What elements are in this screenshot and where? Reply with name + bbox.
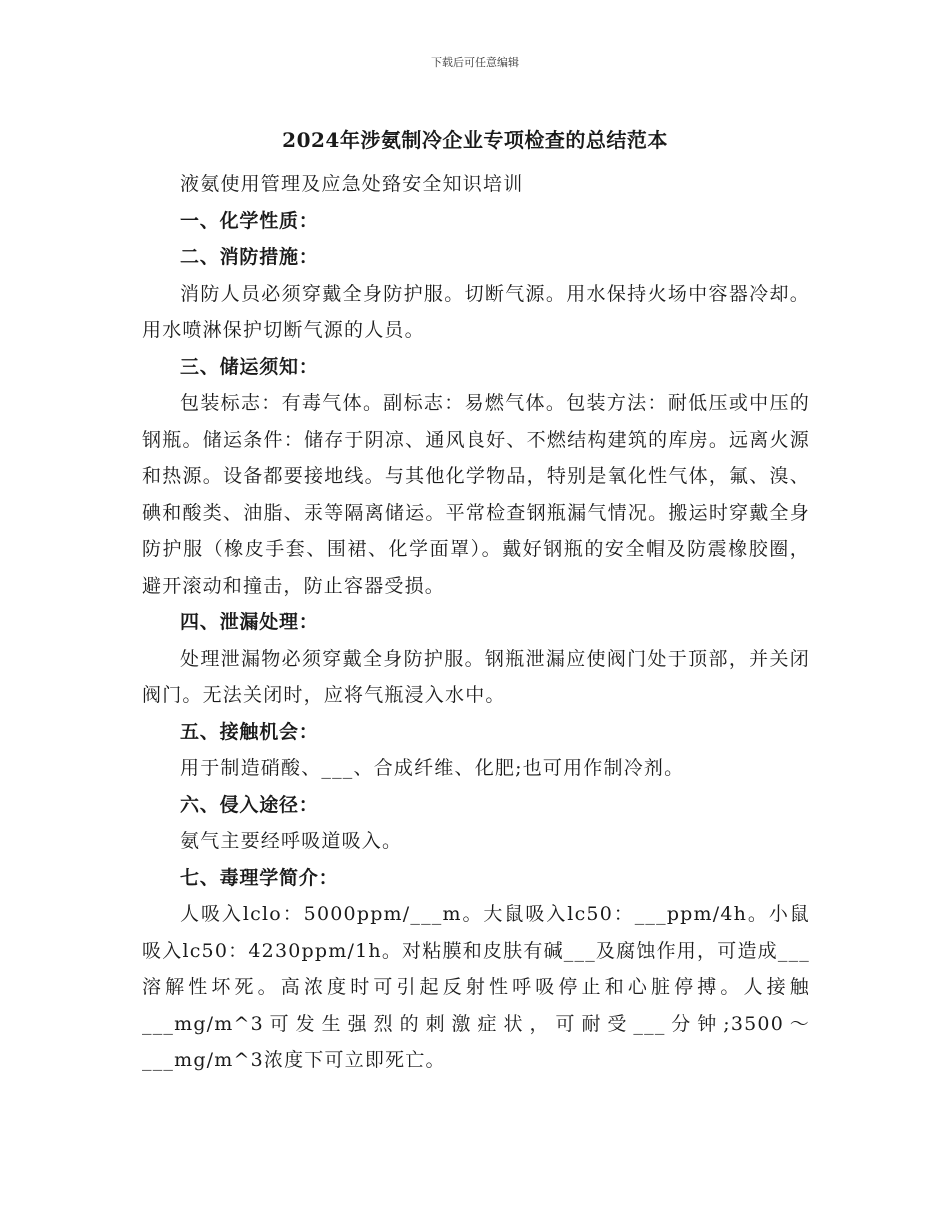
paragraph-storage: 包装标志：有毒气体。副标志：易燃气体。包装方法：耐低压或中压的钢瓶。储运条件：储存于阴凉、通风良好、不燃结构建筑的库房。远离火源和热源。设备都要接地线。与其他化学物品，特别是氧化性气体，氟、溴、碘和酸类、油脂、汞等隔离储运。平常检查钢瓶漏气情况。搬运时穿戴全身防护服（橡皮手套、围裙、化学面罩）。戴好钢瓶的安全帽及防震橡胶圈，避开滚动和撞击，防止容器受损。 — [142, 392, 810, 597]
section-heading-exposure: 五、接触机会： — [180, 720, 319, 743]
document-title: 2024年涉氨制冷企业专项检查的总结范本 — [282, 128, 668, 152]
section-heading-leak-handling: 四、泄漏处理： — [180, 611, 319, 633]
paragraph-exposure: 用于制造硝酸、___、合成纤维、化肥;也可用作制冷剂。 — [180, 757, 685, 779]
section-heading-chemical-properties: 一、化学性质： — [180, 209, 319, 232]
paragraph-toxicology: 人吸入lclo：5000ppm/___m。大鼠吸入lc50：___ppm/4h。小鼠吸入lc50：4230ppm/1h。对粘膜和皮肤有碱___及腐蚀作用，可造成___溶解性坏死。高浓度时可引起反射性呼吸停止和心脏停搏。人接触___mg/m^3可发生强烈的刺激症状，可耐受___分钟;3500～___mg/m^3浓度下可立即死亡。 — [142, 903, 810, 1071]
paragraph-entry-routes: 氨气主要经呼吸道吸入。 — [180, 830, 403, 852]
section-heading-storage: 三、储运须知： — [180, 355, 319, 378]
paragraph-fire-measures: 消防人员必须穿戴全身防护服。切断气源。用水保持火场中容器冷却。用水喷淋保护切断气源的人员。 — [142, 282, 810, 341]
section-heading-entry-routes: 六、侵入途径： — [180, 793, 319, 816]
section-heading-toxicology: 七、毒理学简介： — [180, 866, 339, 889]
paragraph-leak-handling: 处理泄漏物必须穿戴全身防护服。钢瓶泄漏应使阀门处于顶部，并关闭阀门。无法关闭时，应将气瓶浸入水中。 — [142, 647, 810, 706]
header-note: 下载后可任意编辑 — [431, 56, 519, 69]
document-body — [142, 166, 810, 1079]
section-heading-fire-measures: 二、消防措施： — [180, 246, 319, 268]
training-subtitle: 液氨使用管理及应急处臵安全知识培训 — [180, 173, 524, 195]
